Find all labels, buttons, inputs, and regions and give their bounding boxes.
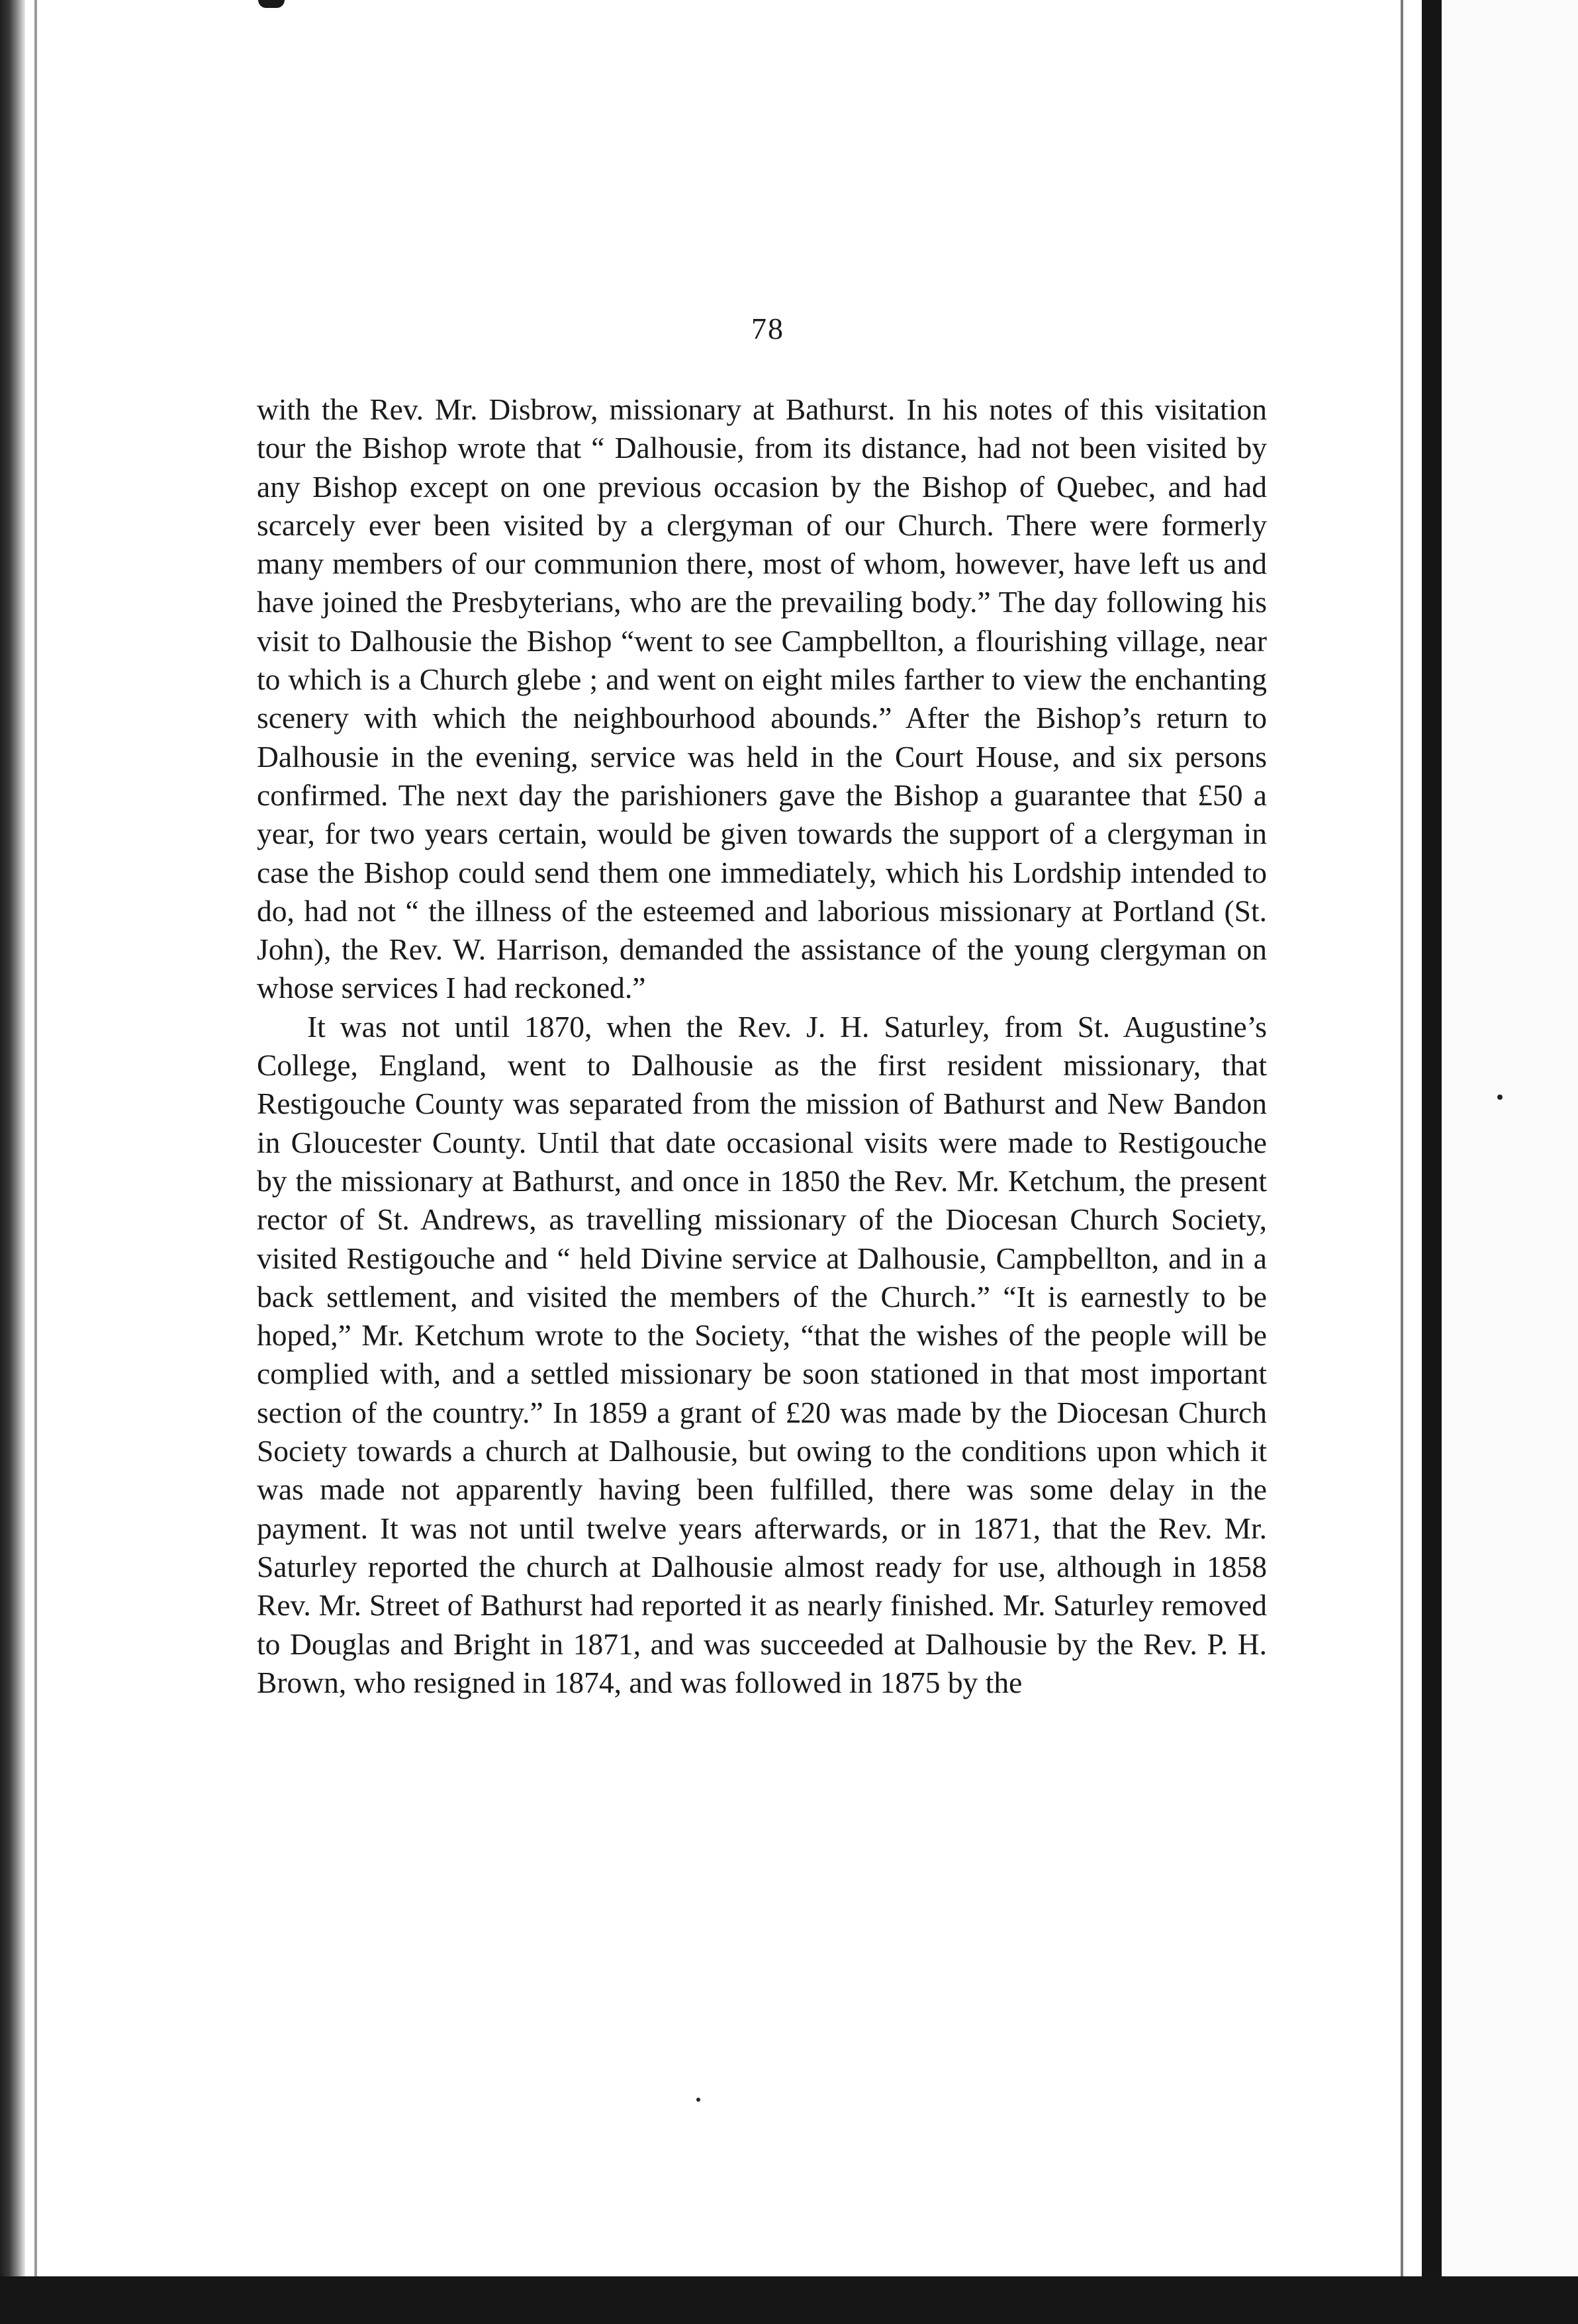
paragraph-2: It was not until 1870, when the Rev. J. H. Saturley, from St. Augustine’s College, England, went to Dalhousie as the first resident missionary, that Restigouche County was separated from the mission of Bathurst and New Bandon in Gloucester County. Until that date occasional visits were made to Restigouche by the missionary at Bathurst, and once in 1850 the Rev. Mr. Ketchum, the present rector of St. Andrews, as travelling missionary of the Diocesan Church Society, visited Restigouche and “ held Divine service at Dalhousie, Campbellton, and in a back settlement, and visited the members of the Church.” “It is earnestly to be hoped,” Mr. Ketchum wrote to the Society, “that the wishes of the people will be complied with, and a settled missionary be soon stationed in that most important section of the country.” In 1859 a grant of £20 was made by the Diocesan Church Society towards a church at Dalhousie, but owing to the conditions upon which it was made not apparently having been fulfilled, there was some delay in the payment. It was not until twelve years afterwards, or in 1871, that the Rev. Mr. Saturley reported the church at Dalhousie almost ready for use, although in 1858 Rev. Mr. Street of Bathurst had reported it as nearly finished. Mr. Saturley removed to Douglas and Bright in 1871, and was succeeded at Dalhousie by the Rev. P. H. Brown, who resigned in 1874, and was followed in 1875 by the <box>257 1009 1267 1699</box>
scan-bottom-edge <box>0 2276 1578 2324</box>
scan-page-edge-line <box>34 0 37 2276</box>
page-number: 78 <box>751 312 784 345</box>
scan-ink-mark <box>258 0 285 8</box>
scan-page-edge-right-line <box>1401 0 1403 2276</box>
scan-speck <box>696 2098 700 2102</box>
page-body-text <box>257 390 1267 1702</box>
scan-binding-edge-right <box>1422 0 1442 2276</box>
facing-page-margin <box>1442 0 1578 2276</box>
paragraph-1: with the Rev. Mr. Disbrow, missionary at Bathurst. In his notes of this visitation tour the Bishop wrote that “ Dalhousie, from its distance, had not been visited by any Bishop except on one previous occasion by the Bishop of Quebec, and had scarcely ever been visited by a clergyman of our Church. There were formerly many members of our communion there, most of whom, however, have left us and have joined the Presbyterians, who are the prevailing body.” The day following his visit to Dalhousie the Bishop “went to see Campbellton, a flourishing village, near to which is a Church glebe ; and went on eight miles farther to view the enchanting scenery with which the neighbourhood abounds.” After the Bishop’s return to Dalhousie in the evening, service was held in the Court House, and six persons confirmed. The next day the parishioners gave the Bishop a guarantee that £50 a year, for two years certain, would be given towards the support of a clergyman in case the Bishop could send them one immediately, which his Lordship intended to do, had not “ the illness of the esteemed and laborious missionary at Portland (St. John), the Rev. W. Harrison, demanded the assistance of the young clergyman on whose services I had reckoned.” <box>257 392 1267 1005</box>
scan-speck <box>1497 1095 1503 1100</box>
scan-binding-edge-left <box>0 0 25 2324</box>
